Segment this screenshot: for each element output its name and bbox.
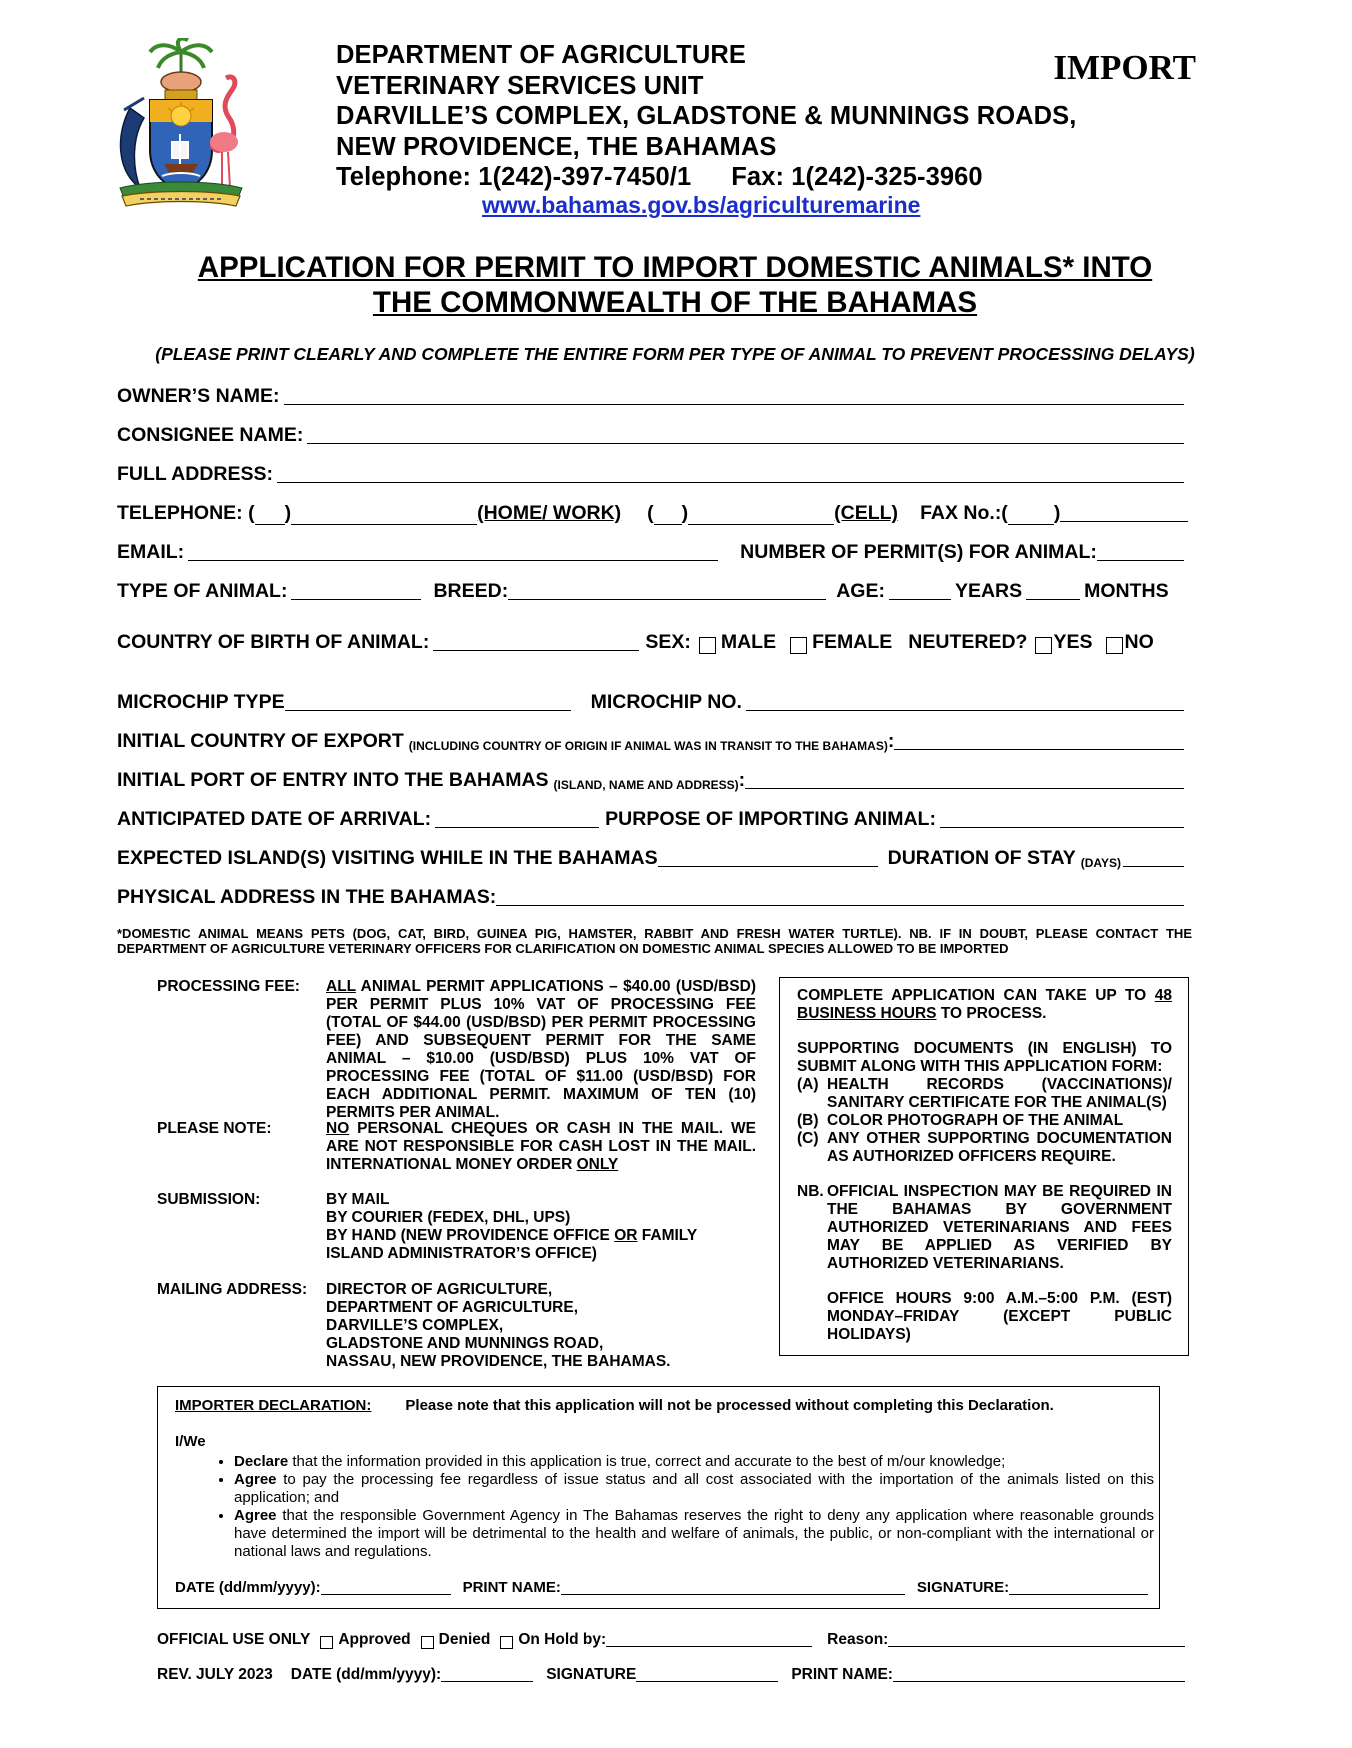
microchip-no-label: MICROCHIP NO. bbox=[590, 691, 742, 713]
official-signature-label: SIGNATURE bbox=[546, 1666, 637, 1683]
age-months-field[interactable] bbox=[1026, 579, 1080, 600]
num-permits-field[interactable] bbox=[1097, 540, 1184, 561]
declaration-signature-label: SIGNATURE: bbox=[916, 1579, 1010, 1596]
duration-days-note: (DAYS) bbox=[1080, 856, 1121, 870]
fax-area-code-field[interactable] bbox=[1008, 504, 1054, 525]
owner-name-field[interactable] bbox=[284, 384, 1185, 405]
birth-country-label: COUNTRY OF BIRTH OF ANIMAL: bbox=[117, 631, 430, 653]
animal-type-label: TYPE OF ANIMAL: bbox=[117, 580, 288, 602]
no-label: NO bbox=[1124, 631, 1154, 653]
declaration-title: IMPORTER DECLARATION: bbox=[175, 1397, 372, 1414]
entry-port-note: (ISLAND, NAME AND ADDRESS) bbox=[553, 778, 739, 792]
telephone-row bbox=[117, 499, 1188, 525]
entry-port-label: INITIAL PORT OF ENTRY INTO THE BAHAMAS bbox=[117, 769, 549, 791]
microchip-no-field[interactable] bbox=[746, 690, 1184, 711]
mailing-line-3: DARVILLE’S COMPLEX, bbox=[326, 1317, 504, 1334]
islands-row bbox=[117, 844, 1188, 870]
address-line-1: DARVILLE’S COMPLEX, GLADSTONE & MUNNINGS ROADS, bbox=[336, 102, 1077, 130]
declaration-item-declare: • Declare that the information provided in this application is true, correct and accurate to the best of m/our knowledge; bbox=[234, 1453, 1154, 1471]
supporting-docs-intro: SUPPORTING DOCUMENTS (IN ENGLISH) TO SUBMIT ALONG WITH THIS APPLICATION FORM: bbox=[797, 1040, 1172, 1075]
consignee-name-row bbox=[117, 421, 1188, 447]
processing-fee-text bbox=[326, 978, 756, 1122]
neutered-label: NEUTERED? bbox=[908, 631, 1028, 653]
revision-label: REV. JULY 2023 bbox=[157, 1666, 273, 1683]
declaration-item-agree-fee: • Agree to pay the processing fee regardless of issue status and all cost associated with the importation of the animals listed on this application; and bbox=[234, 1471, 1154, 1507]
mailing-line-1: DIRECTOR OF AGRICULTURE, bbox=[326, 1281, 553, 1298]
mailing-line-2: DEPARTMENT OF AGRICULTURE, bbox=[326, 1299, 579, 1316]
declaration-signature-row bbox=[175, 1578, 1150, 1597]
animal-type-field[interactable] bbox=[291, 579, 421, 600]
declaration-print-name-label: PRINT NAME: bbox=[462, 1579, 561, 1596]
neutered-yes-checkbox[interactable] bbox=[1035, 637, 1052, 654]
submission-or-emphasis: OR bbox=[614, 1227, 638, 1244]
please-note-label: PLEASE NOTE: bbox=[157, 1120, 272, 1137]
birth-country-field[interactable] bbox=[433, 630, 639, 651]
submission-by-hand: BY HAND (NEW PROVIDENCE OFFICE OR FAMILY ISLAND ADMINISTRATOR’S OFFICE) bbox=[326, 1227, 697, 1262]
fax-number-field[interactable] bbox=[1060, 501, 1188, 522]
purpose-field[interactable] bbox=[940, 807, 1184, 828]
cell-paren-open: ( bbox=[647, 502, 654, 524]
supporting-doc-a: (A) HEALTH RECORDS (VACCINATIONS)/ SANITARY CERTIFICATE FOR THE ANIMAL(S) bbox=[797, 1076, 1172, 1111]
home-area-code-field[interactable] bbox=[255, 504, 285, 525]
arrival-row bbox=[117, 805, 1188, 831]
revision-row bbox=[157, 1662, 1188, 1684]
inspection-note: NB. OFFICIAL INSPECTION MAY BE REQUIRED IN THE BAHAMAS BY GOVERNMENT AUTHORIZED VETERINARIANS AND FEES MAY BE APPLIED AS VERIFIED BY AUTHORIZED VETERINARIANS. bbox=[797, 1183, 1172, 1272]
address-line-2: NEW PROVIDENCE, THE BAHAMAS bbox=[336, 132, 777, 161]
cell-area-code-field[interactable] bbox=[654, 504, 682, 525]
purpose-label: PURPOSE OF IMPORTING ANIMAL: bbox=[605, 808, 936, 830]
neutered-no-checkbox[interactable] bbox=[1106, 637, 1123, 654]
processing-info-box bbox=[779, 977, 1189, 1356]
female-checkbox[interactable] bbox=[790, 637, 807, 654]
telephone-number: Telephone: 1(242)-397-7450/1 bbox=[336, 163, 692, 191]
physical-address-label: PHYSICAL ADDRESS IN THE BAHAMAS: bbox=[117, 886, 497, 908]
num-permits-label: NUMBER OF PERMIT(S) FOR ANIMAL: bbox=[740, 541, 1097, 563]
microchip-type-field[interactable] bbox=[285, 690, 571, 711]
breed-field[interactable] bbox=[508, 579, 826, 600]
cell-label: (CELL) bbox=[834, 502, 899, 524]
fee-all-emphasis: ALL bbox=[326, 978, 356, 995]
mailing-line-5: NASSAU, NEW PROVIDENCE, THE BAHAMAS. bbox=[326, 1353, 671, 1370]
importer-declaration-box bbox=[157, 1386, 1160, 1609]
home-work-phone-field[interactable] bbox=[291, 504, 477, 525]
note-no-emphasis: NO bbox=[326, 1120, 350, 1137]
email-row bbox=[117, 538, 1188, 564]
agency-name: DEPARTMENT OF AGRICULTURE bbox=[336, 41, 747, 69]
official-use-label: OFFICIAL USE ONLY bbox=[157, 1631, 311, 1648]
arrival-date-field[interactable] bbox=[435, 807, 599, 828]
declaration-date-field[interactable] bbox=[321, 1578, 451, 1595]
export-country-field[interactable] bbox=[894, 729, 1184, 750]
official-signature-field[interactable] bbox=[636, 1665, 778, 1682]
denied-checkbox[interactable] bbox=[421, 1636, 434, 1649]
birth-country-row bbox=[117, 628, 1188, 654]
reason-field[interactable] bbox=[888, 1630, 1185, 1647]
official-date-label: DATE (dd/mm/yyyy): bbox=[290, 1666, 442, 1683]
email-label: EMAIL: bbox=[117, 541, 185, 563]
female-label: FEMALE bbox=[812, 631, 893, 653]
duration-field[interactable] bbox=[1123, 846, 1184, 867]
declaration-signature-field[interactable] bbox=[1009, 1578, 1148, 1595]
months-label: MONTHS bbox=[1084, 580, 1169, 602]
islands-visiting-label: EXPECTED ISLAND(S) VISITING WHILE IN THE BAHAMAS bbox=[117, 847, 658, 869]
processing-fee-label: PROCESSING FEE: bbox=[157, 978, 300, 995]
full-address-label: FULL ADDRESS: bbox=[117, 463, 273, 485]
form-title-line-1: APPLICATION FOR PERMIT TO IMPORT DOMESTIC ANIMALS* INTO bbox=[197, 251, 1153, 284]
fax-label: FAX No.:( bbox=[920, 502, 1008, 524]
age-label: AGE: bbox=[836, 580, 885, 602]
consignee-name-label: CONSIGNEE NAME: bbox=[117, 424, 304, 446]
animal-type-row bbox=[117, 577, 1188, 603]
home-work-label: (HOME/ WORK) bbox=[477, 502, 622, 524]
on-hold-checkbox[interactable] bbox=[500, 1636, 513, 1649]
approved-checkbox[interactable] bbox=[320, 1636, 333, 1649]
processing-hours-emphasis: 48 BUSINESS HOURS bbox=[797, 987, 1172, 1022]
telephone-paren-close: ) bbox=[284, 502, 292, 524]
import-stamp: IMPORT bbox=[1053, 48, 1196, 87]
official-use-row bbox=[157, 1627, 1188, 1649]
export-country-colon: : bbox=[887, 730, 895, 752]
export-country-note: (INCLUDING COUNTRY OF ORIGIN IF ANIMAL WAS IN TRANSIT TO THE BAHAMAS) bbox=[408, 739, 888, 753]
form-title bbox=[90, 250, 1260, 320]
mailing-address-text bbox=[326, 1281, 756, 1371]
arrival-date-label: ANTICIPATED DATE OF ARRIVAL: bbox=[117, 808, 432, 830]
declaration-list bbox=[218, 1453, 1154, 1561]
bahamas-coat-of-arms-icon bbox=[110, 38, 252, 208]
domestic-animal-footnote: *DOMESTIC ANIMAL MEANS PETS (DOG, CAT, BIRD, GUINEA PIG, HAMSTER, RABBIT AND FRESH WATER TURTLE). NB. IF IN DOUBT, PLEASE CONTACT THE DEPARTMENT OF AGRICULTURE VETERINARY OFFICERS FOR CLARIFICATION ON DOMESTIC ANIMAL SPECIES ALLOWED TO BE IMPORTED bbox=[117, 926, 1192, 956]
form-instruction: (PLEASE PRINT CLEARLY AND COMPLETE THE ENTIRE FORM PER TYPE OF ANIMAL TO PREVENT PROCESSING DELAYS) bbox=[155, 344, 1195, 364]
submission-text bbox=[326, 1191, 716, 1263]
agency-header bbox=[336, 40, 1076, 193]
mailing-line-4: GLADSTONE AND MUNNINGS ROAD, bbox=[326, 1335, 604, 1352]
approved-label: Approved bbox=[338, 1631, 411, 1648]
on-hold-label: On Hold by: bbox=[518, 1631, 607, 1648]
note-only-emphasis: ONLY bbox=[576, 1156, 619, 1173]
breed-label: BREED: bbox=[433, 580, 509, 602]
declaration-date-label: DATE (dd/mm/yyyy): bbox=[175, 1579, 321, 1596]
microchip-row bbox=[117, 688, 1188, 714]
declaration-iwe: I/We bbox=[175, 1433, 206, 1450]
denied-label: Denied bbox=[438, 1631, 491, 1648]
owner-name-row bbox=[117, 382, 1188, 408]
duration-label: DURATION OF STAY bbox=[887, 847, 1076, 869]
official-date-field[interactable] bbox=[441, 1665, 533, 1682]
contact-line bbox=[336, 162, 1076, 193]
yes-label: YES bbox=[1053, 631, 1093, 653]
male-checkbox[interactable] bbox=[699, 637, 716, 654]
unit-name: VETERINARY SERVICES UNIT bbox=[336, 71, 704, 100]
declaration-heading bbox=[175, 1397, 1054, 1415]
office-hours-text: OFFICE HOURS 9:00 A.M.–5:00 P.M. (EST) MONDAY–FRIDAY (EXCEPT PUBLIC HOLIDAYS) bbox=[827, 1290, 1172, 1343]
submission-by-mail: BY MAIL bbox=[326, 1191, 390, 1208]
cell-paren-close: ) bbox=[681, 502, 689, 524]
submission-by-courier: BY COURIER (FEDEX, DHL, UPS) bbox=[326, 1209, 571, 1226]
full-address-row bbox=[117, 460, 1188, 486]
submission-label: SUBMISSION: bbox=[157, 1191, 261, 1208]
processing-time-text: COMPLETE APPLICATION CAN TAKE UP TO 48 BUSINESS HOURS TO PROCESS. bbox=[797, 987, 1172, 1022]
supporting-doc-b: (B) COLOR PHOTOGRAPH OF THE ANIMAL bbox=[797, 1112, 1124, 1129]
owner-name-label: OWNER’S NAME: bbox=[117, 385, 280, 407]
fee-body: ANIMAL PERMIT APPLICATIONS – $40.00 (USD/BSD) PER PERMIT PLUS 10% VAT OF PROCESSING FEE (TOTAL OF $44.00 (USD/BSD) PER PERMIT PROCESSING FEE) AND SUBSEQUENT PERMIT FOR THE SAME ANIMAL – $10.00 (USD/BSD) PLUS 10% VAT OF PROCESSING FEE (TOTAL OF $11.00 (USD/BSD) FOR EACH ADDITIONAL PERMIT. MAXIMUM OF TEN (10) PERMITS PER ANIMAL. bbox=[326, 978, 756, 1121]
microchip-type-label: MICROCHIP TYPE bbox=[117, 691, 285, 713]
note-body: PERSONAL CHEQUES OR CASH IN THE MAIL. WE ARE NOT RESPONSIBLE FOR CASH LOST IN THE MAIL. INTERNATIONAL MONEY ORDER bbox=[326, 1120, 756, 1173]
email-field[interactable] bbox=[188, 540, 718, 561]
official-print-name-field[interactable] bbox=[893, 1665, 1185, 1682]
age-years-field[interactable] bbox=[889, 579, 951, 600]
on-hold-by-field[interactable] bbox=[606, 1630, 812, 1647]
consignee-name-field[interactable] bbox=[307, 423, 1184, 444]
supporting-doc-c: (C) ANY OTHER SUPPORTING DOCUMENTATION AS AUTHORIZED OFFICERS REQUIRE. bbox=[797, 1130, 1172, 1165]
fax-number: Fax: 1(242)-325-3960 bbox=[731, 163, 983, 191]
form-title-line-2: THE COMMONWEALTH OF THE BAHAMAS bbox=[372, 286, 978, 319]
male-label: MALE bbox=[720, 631, 777, 653]
years-label: YEARS bbox=[954, 580, 1023, 602]
fax-paren-close: ) bbox=[1053, 502, 1061, 524]
physical-address-row bbox=[117, 883, 1188, 909]
mailing-address-label: MAILING ADDRESS: bbox=[157, 1281, 308, 1298]
entry-port-field[interactable] bbox=[745, 768, 1184, 789]
cell-phone-field[interactable] bbox=[688, 504, 834, 525]
islands-visiting-field[interactable] bbox=[658, 846, 878, 867]
official-print-name-label: PRINT NAME: bbox=[791, 1666, 893, 1683]
telephone-label: TELEPHONE: ( bbox=[117, 502, 255, 524]
declaration-print-name-field[interactable] bbox=[561, 1578, 905, 1595]
website-link[interactable]: www.bahamas.gov.bs/agriculturemarine bbox=[482, 192, 921, 218]
physical-address-field[interactable] bbox=[496, 885, 1184, 906]
entry-port-row bbox=[117, 766, 1188, 792]
export-country-label: INITIAL COUNTRY OF EXPORT bbox=[117, 730, 404, 752]
sex-label: SEX: bbox=[645, 631, 691, 653]
full-address-field[interactable] bbox=[277, 462, 1184, 483]
entry-port-colon: : bbox=[738, 769, 746, 791]
declaration-item-agree-deny: • Agree that the responsible Government Agency in The Bahamas reserves the right to deny any application where reasonable grounds have determined the import will be detrimental to the health and welfare of animals, the public, or non-compliant with the international or national laws and regulations. bbox=[234, 1507, 1154, 1561]
export-country-row bbox=[117, 727, 1188, 753]
please-note-text bbox=[326, 1120, 756, 1174]
declaration-notice: Please note that this application will not be processed without completing this Declaration. bbox=[405, 1397, 1054, 1414]
reason-label: Reason: bbox=[827, 1631, 889, 1648]
